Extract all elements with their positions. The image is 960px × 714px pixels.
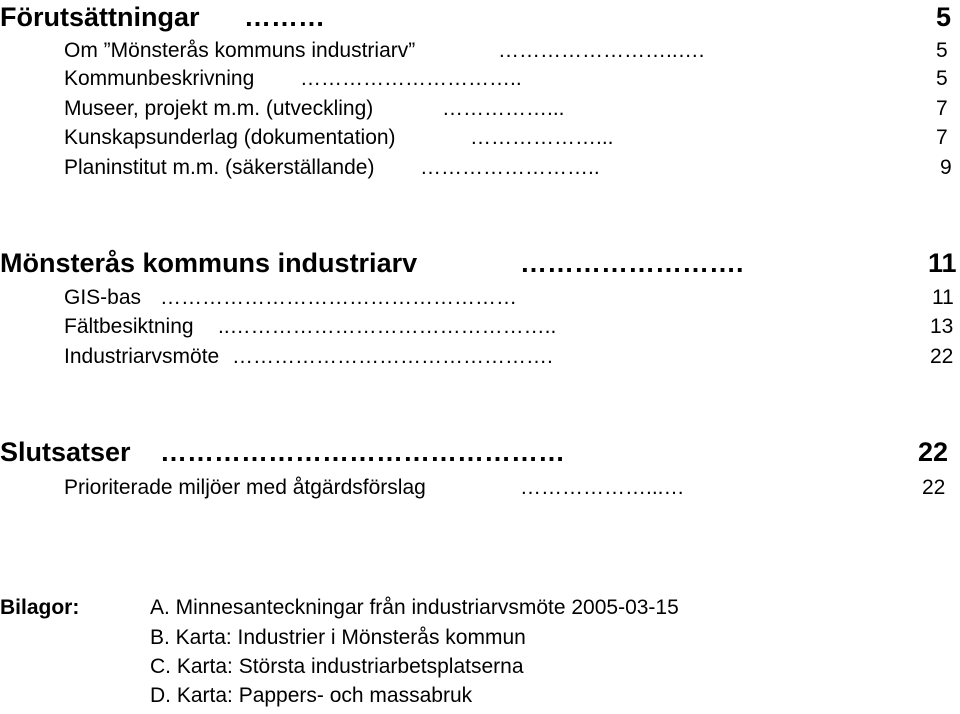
section-title: Slutsatser bbox=[0, 437, 131, 467]
entry-page-number: 13 bbox=[930, 315, 954, 338]
toc-entry-om: Om ”Mönsterås kommuns industriarv” bbox=[64, 39, 416, 62]
toc-entry-museer: Museer, projekt m.m. (utveckling) bbox=[64, 97, 374, 120]
section-heading-slutsatser bbox=[0, 439, 131, 466]
section-heading-forutsattningar bbox=[0, 4, 200, 31]
entry-page-number: 7 bbox=[936, 126, 948, 149]
appendix-item-b: B. Karta: Industrier i Mönsterås kommun bbox=[150, 626, 526, 649]
dot-leader: ………………... bbox=[470, 127, 614, 148]
dot-leader: …………………………………………… bbox=[160, 287, 517, 308]
dot-leader: ………………...… bbox=[520, 477, 685, 498]
section-page-number: 5 bbox=[936, 2, 952, 32]
appendix-item-c: C. Karta: Största industriarbetsplatserna bbox=[150, 655, 524, 678]
dot-leader: ..……………………………………….. bbox=[218, 316, 557, 337]
section-heading-industriarv bbox=[0, 250, 417, 277]
appendix-item-d: D. Karta: Pappers- och massabruk bbox=[150, 684, 473, 707]
dot-leader: ……………... bbox=[442, 98, 565, 119]
toc-entry-faltbesiktning: Fältbesiktning bbox=[64, 315, 194, 338]
entry-page-number: 22 bbox=[922, 476, 946, 499]
toc-entry-kommunbeskrivning: Kommunbeskrivning bbox=[64, 67, 255, 90]
toc-entry-gis-bas: GIS-bas bbox=[64, 286, 142, 309]
entry-page-number: 5 bbox=[936, 67, 948, 90]
entry-page-number: 7 bbox=[936, 97, 948, 120]
toc-entry-kunskapsunderlag: Kunskapsunderlag (dokumentation) bbox=[64, 126, 396, 149]
toc-entry-industriarvsmote: Industriarvsmöte bbox=[64, 345, 220, 368]
entry-page-number: 9 bbox=[940, 156, 952, 179]
dot-leader: ………………………………………. bbox=[232, 346, 553, 367]
toc-entry-prioriterade: Prioriterade miljöer med åtgärdsförslag bbox=[64, 476, 426, 499]
dot-leader: …………………….. bbox=[420, 157, 600, 178]
section-title: Förutsättningar bbox=[0, 2, 200, 32]
dot-leader: ……………………………………… bbox=[160, 439, 565, 466]
entry-page-number: 11 bbox=[932, 286, 954, 309]
entry-page-number: 22 bbox=[930, 345, 954, 368]
appendix-label: Bilagor: bbox=[0, 596, 80, 619]
section-title: Mönsterås kommuns industriarv bbox=[0, 248, 418, 278]
dot-leader: ……… bbox=[244, 4, 325, 31]
appendix-item-a: A. Minnesanteckningar från industriarvsmöte 2005-03-15 bbox=[150, 596, 679, 619]
dot-leader: ………………………….. bbox=[300, 68, 522, 89]
toc-entry-planinstitut: Planinstitut m.m. (säkerställande) bbox=[64, 156, 375, 179]
dot-leader: ……………………..…. bbox=[498, 40, 705, 61]
entry-page-number: 5 bbox=[936, 39, 948, 62]
section-page-number: 22 bbox=[918, 437, 949, 467]
section-page-number: 11 bbox=[928, 248, 957, 278]
dot-leader: ……………………. bbox=[520, 250, 744, 277]
